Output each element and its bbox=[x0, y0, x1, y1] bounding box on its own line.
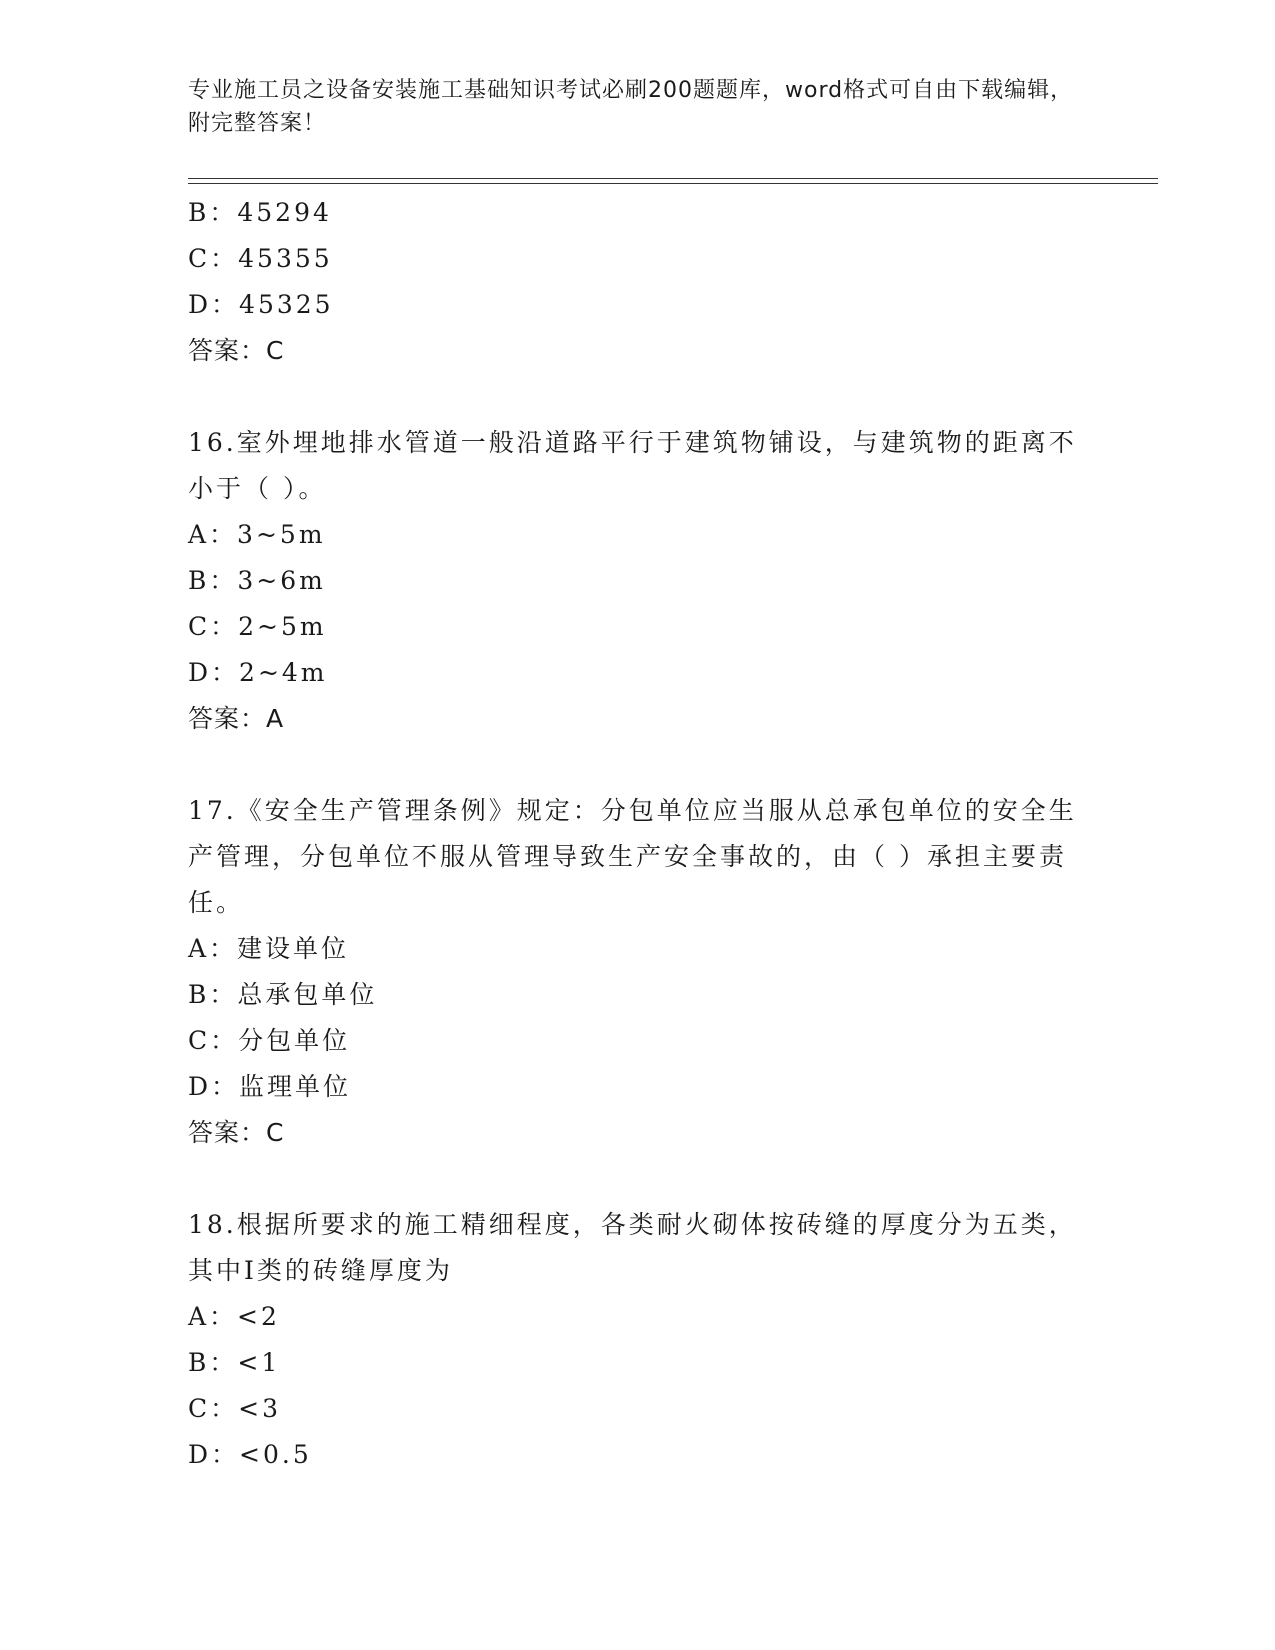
header-title: 专业施工员之设备安装施工基础知识考试必刷200题题库，word格式可自由下载编辑，附完整答案！ bbox=[188, 78, 1074, 136]
option-b: B：总承包单位 bbox=[188, 980, 378, 1009]
spacer bbox=[188, 374, 1088, 420]
option-d: D：2~4m bbox=[188, 658, 328, 687]
answer-line: 答案：C bbox=[188, 336, 285, 365]
spacer bbox=[188, 1156, 1088, 1202]
option-d: D：45325 bbox=[188, 290, 334, 319]
option-a: A：建设单位 bbox=[188, 934, 350, 963]
option-a: A：<2 bbox=[188, 1302, 280, 1331]
option-c: C：分包单位 bbox=[188, 1026, 351, 1055]
question-text: 18.根据所要求的施工精细程度，各类耐火砌体按砖缝的厚度分为五类，其中Ⅰ类的砖缝厚度为 bbox=[188, 1210, 1077, 1285]
question-17 bbox=[188, 788, 1088, 1156]
option-b: B：45294 bbox=[188, 198, 332, 227]
document-body bbox=[188, 190, 1088, 1478]
question-continued bbox=[188, 190, 1088, 374]
option-d: D：监理单位 bbox=[188, 1072, 352, 1101]
option-a: A：3~5m bbox=[188, 520, 326, 549]
question-18 bbox=[188, 1202, 1088, 1478]
option-d: D：<0.5 bbox=[188, 1440, 312, 1469]
option-b: B：<1 bbox=[188, 1348, 281, 1377]
document-header bbox=[188, 74, 1088, 140]
option-c: C：<3 bbox=[188, 1394, 281, 1423]
question-text: 17.《安全生产管理条例》规定：分包单位应当服从总承包单位的安全生产管理，分包单位不服从管理导致生产安全事故的，由（ ）承担主要责任。 bbox=[188, 796, 1077, 917]
option-b: B：3~6m bbox=[188, 566, 326, 595]
question-text: 16.室外埋地排水管道一般沿道路平行于建筑物铺设，与建筑物的距离不小于（ ）。 bbox=[188, 428, 1077, 503]
header-rule-bottom bbox=[188, 183, 1158, 184]
answer-line: 答案：A bbox=[188, 704, 285, 733]
answer-line: 答案：C bbox=[188, 1118, 285, 1147]
question-16 bbox=[188, 420, 1088, 742]
option-c: C：2~5m bbox=[188, 612, 327, 641]
header-rule-top bbox=[188, 178, 1158, 179]
spacer bbox=[188, 742, 1088, 788]
option-c: C：45355 bbox=[188, 244, 333, 273]
